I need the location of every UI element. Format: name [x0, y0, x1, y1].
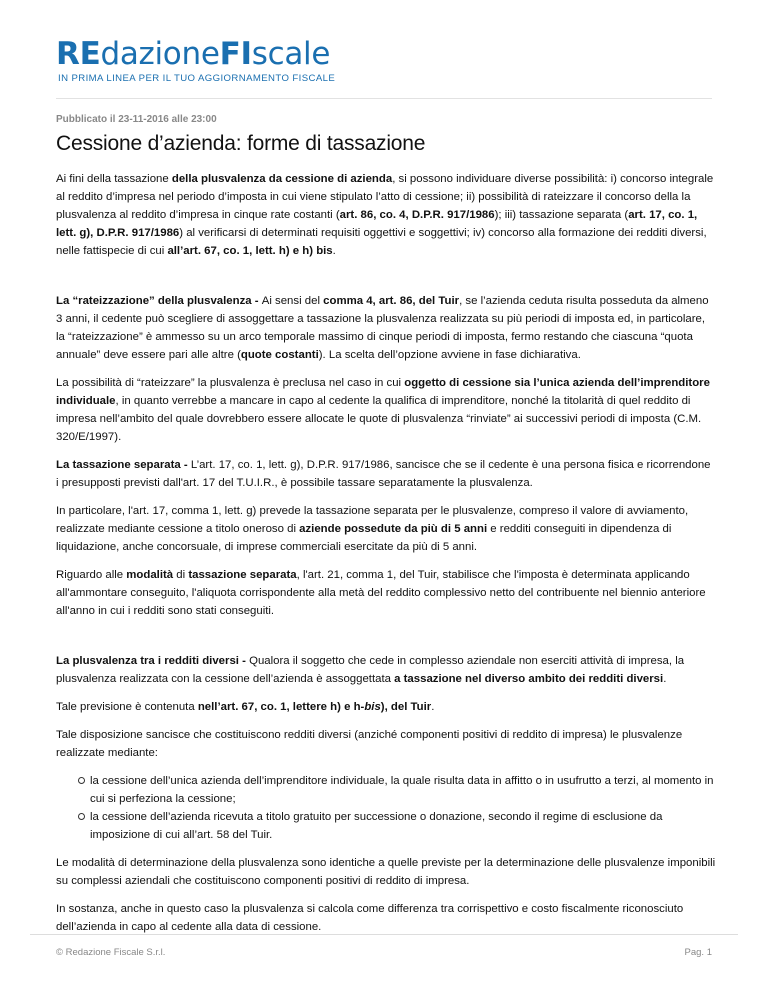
text: , si possono individuare diverse possibilità: i) concorso integrale al reddito d’impresa nel periodo d’imposta in cui viene stipulato l’atto di cessione; ii) possibilità di rateizzare il concorso della la plusvalenza al reddito d’impresa in cinque rate costanti (: [56, 173, 714, 221]
list-item: la cessione dell’unica azienda dell’imprenditore individuale, la quale risulta data in affitto o in usufrutto a terzi, al momento in cui si perfeziona la cessione;: [78, 772, 716, 808]
italic-text: bis: [364, 701, 381, 713]
site-header: [56, 36, 335, 84]
paragraph-sostanza: In sostanza, anche in questo caso la plusvalenza si calcola come differenza tra corrispettivo e costo fiscalmente riconosciuto dell’azienda in capo al cedente alla data di cessione.: [56, 903, 684, 933]
paragraph-intro: [56, 170, 716, 260]
text: Tale previsione è contenuta: [56, 701, 198, 713]
text: .: [431, 701, 435, 713]
section-gap: [56, 270, 716, 292]
paragraph-disposizione: Tale disposizione sancisce che costituiscono redditi diversi (anziché componenti positivi di reddito di impresa) le plusvalenze realizzate mediante:: [56, 729, 683, 759]
text: ); iii) tassazione separata (: [494, 209, 629, 221]
site-logo[interactable]: [56, 36, 335, 72]
text: ). La scelta dell’opzione avviene in fase dichiarativa.: [318, 349, 581, 361]
logo-scale: scale: [251, 36, 331, 72]
section-heading: La tassazione separata -: [56, 459, 191, 471]
paragraph-rateizzazione: [56, 292, 716, 364]
article-title: Cessione d’azienda: forme di tassazione: [56, 132, 426, 155]
text: di: [173, 569, 189, 581]
bold-text: art. 86, co. 4, D.P.R. 917/1986: [339, 209, 495, 221]
paragraph-preclusione: [56, 374, 716, 446]
bold-text: comma 4, art. 86, del Tuir: [323, 295, 460, 307]
bold-text: della plusvalenza da cessione di azienda: [171, 173, 393, 185]
logo-fi: FI: [219, 36, 252, 72]
text: ) al verificarsi di determinati requisiti oggettivi e soggettivi; iv) concorso alla formazione dei redditi diversi, nelle fattispecie di cui: [56, 227, 707, 257]
logo-re: RE: [56, 36, 101, 72]
text: Ai sensi del: [261, 295, 324, 307]
bold-text: quote costanti: [240, 349, 319, 361]
bold-text: art. 17, co. 1, lett. g), D.P.R. 917/1986: [56, 209, 698, 239]
text: e redditi conseguiti in dipendenza di liquidazione, anche concorsuale, di imprese commerciali esercitate da più di 5 anni.: [56, 523, 672, 553]
bold-text: tassazione separata: [188, 569, 297, 581]
paragraph-modalita: [56, 566, 716, 620]
publish-date: Pubblicato il 23-11-2016 alle 23:00: [56, 114, 217, 125]
bold-text: oggetto di cessione sia l’unica azienda dell’imprenditore individuale: [56, 377, 710, 407]
section-heading: La “rateizzazione” della plusvalenza -: [56, 295, 262, 307]
bold-text: nell’art. 67, co. 1, lettere h) e h-: [197, 701, 365, 713]
bold-text: ), del Tuir: [380, 701, 432, 713]
text: La possibilità di “rateizzare” la plusvalenza è preclusa nel caso in cui: [56, 377, 405, 389]
paragraph-art17: [56, 502, 716, 556]
logo-dazione: dazione: [100, 36, 220, 72]
bold-italic-text: [364, 701, 380, 713]
header-divider: [56, 98, 712, 99]
bold-text: modalità: [126, 569, 174, 581]
text: Ai fini della tassazione: [56, 173, 172, 185]
text: .: [332, 245, 336, 257]
text: Riguardo alle: [56, 569, 127, 581]
text: , l'art. 21, comma 1, del Tuir, stabilisce che l'imposta è determinata applicando all'ammontare conseguito, l'aliquota corrispondente alla metà del reddito complessivo netto del contribuente nel biennio anteriore all'anno in cui i redditi sono stati conseguiti.: [56, 569, 706, 617]
footer-divider: [30, 934, 738, 935]
site-tagline: IN PRIMA LINEA PER IL TUO AGGIORNAMENTO FISCALE: [58, 73, 336, 84]
page-number: Pag. 1: [684, 947, 712, 958]
section-heading: La plusvalenza tra i redditi diversi -: [56, 655, 250, 667]
bold-text: all’art. 67, co. 1, lett. h) e h) bis: [167, 245, 333, 257]
section-gap: [56, 630, 716, 652]
list-item: la cessione dell’azienda ricevuta a titolo gratuito per successione o donazione, secondo il regime di esclusione da imposizione di cui all’art. 58 del Tuir.: [78, 808, 716, 844]
footer-copyright: © Redazione Fiscale S.r.l.: [56, 947, 166, 958]
bold-text: a tassazione nel diverso ambito dei redditi diversi: [394, 673, 664, 685]
text: .: [663, 673, 667, 685]
text: , se l’azienda ceduta risulta posseduta da almeno 3 anni, il cedente può scegliere di assoggettare a tassazione la plusvalenza realizzata su più periodi di imposta ed, in particolare, la “rateizzazione” è ammesso su un arco temporale massimo di cinque periodi di imposta, fermo restando che ciascuna “quota annuale” deve essere pari alle altre (: [56, 295, 709, 361]
text: Qualora il soggetto che cede in complesso aziendale non eserciti attività di impresa, la plusvalenza realizzata con la cessione dell’azienda è assoggettata: [56, 655, 685, 685]
text: L’art. 17, co. 1, lett. g), D.P.R. 917/1986, sancisce che se il cedente è una persona fisica e ricorrendone i presupposti previsti dall'art. 17 del T.U.I.R., è possibile tassare separatamente la plusvalenza.: [56, 459, 711, 489]
article: [56, 114, 716, 946]
paragraph-tassazione-separata: [56, 456, 716, 492]
plusvalenze-list: [56, 772, 716, 844]
paragraph-determinazione: Le modalità di determinazione della plusvalenza sono identiche a quelle previste per la determinazione delle plusvalenze imponibili su complessi aziendali che costituiscono componenti positivi di reddito di impresa.: [56, 857, 716, 887]
text: In particolare, l'art. 17, comma 1, lett. g) prevede la tassazione separata per le plusvalenze, compreso il valore di avviamento, realizzate mediante cessione a titolo oneroso di: [56, 505, 689, 535]
bold-text: aziende possedute da più di 5 anni: [299, 523, 488, 535]
text: , in quanto verrebbe a mancare in capo al cedente la qualifica di imprenditore, nonché la titolarità di quel reddito di impresa nell’ambito del quale dovrebbero essere allocate le quote di plusvalenza “rinviate” ai successivi periodi di imposta (C.M. 320/E/1997).: [56, 395, 702, 443]
paragraph-previsione: [56, 698, 716, 716]
paragraph-redditi-diversi: [56, 652, 716, 688]
